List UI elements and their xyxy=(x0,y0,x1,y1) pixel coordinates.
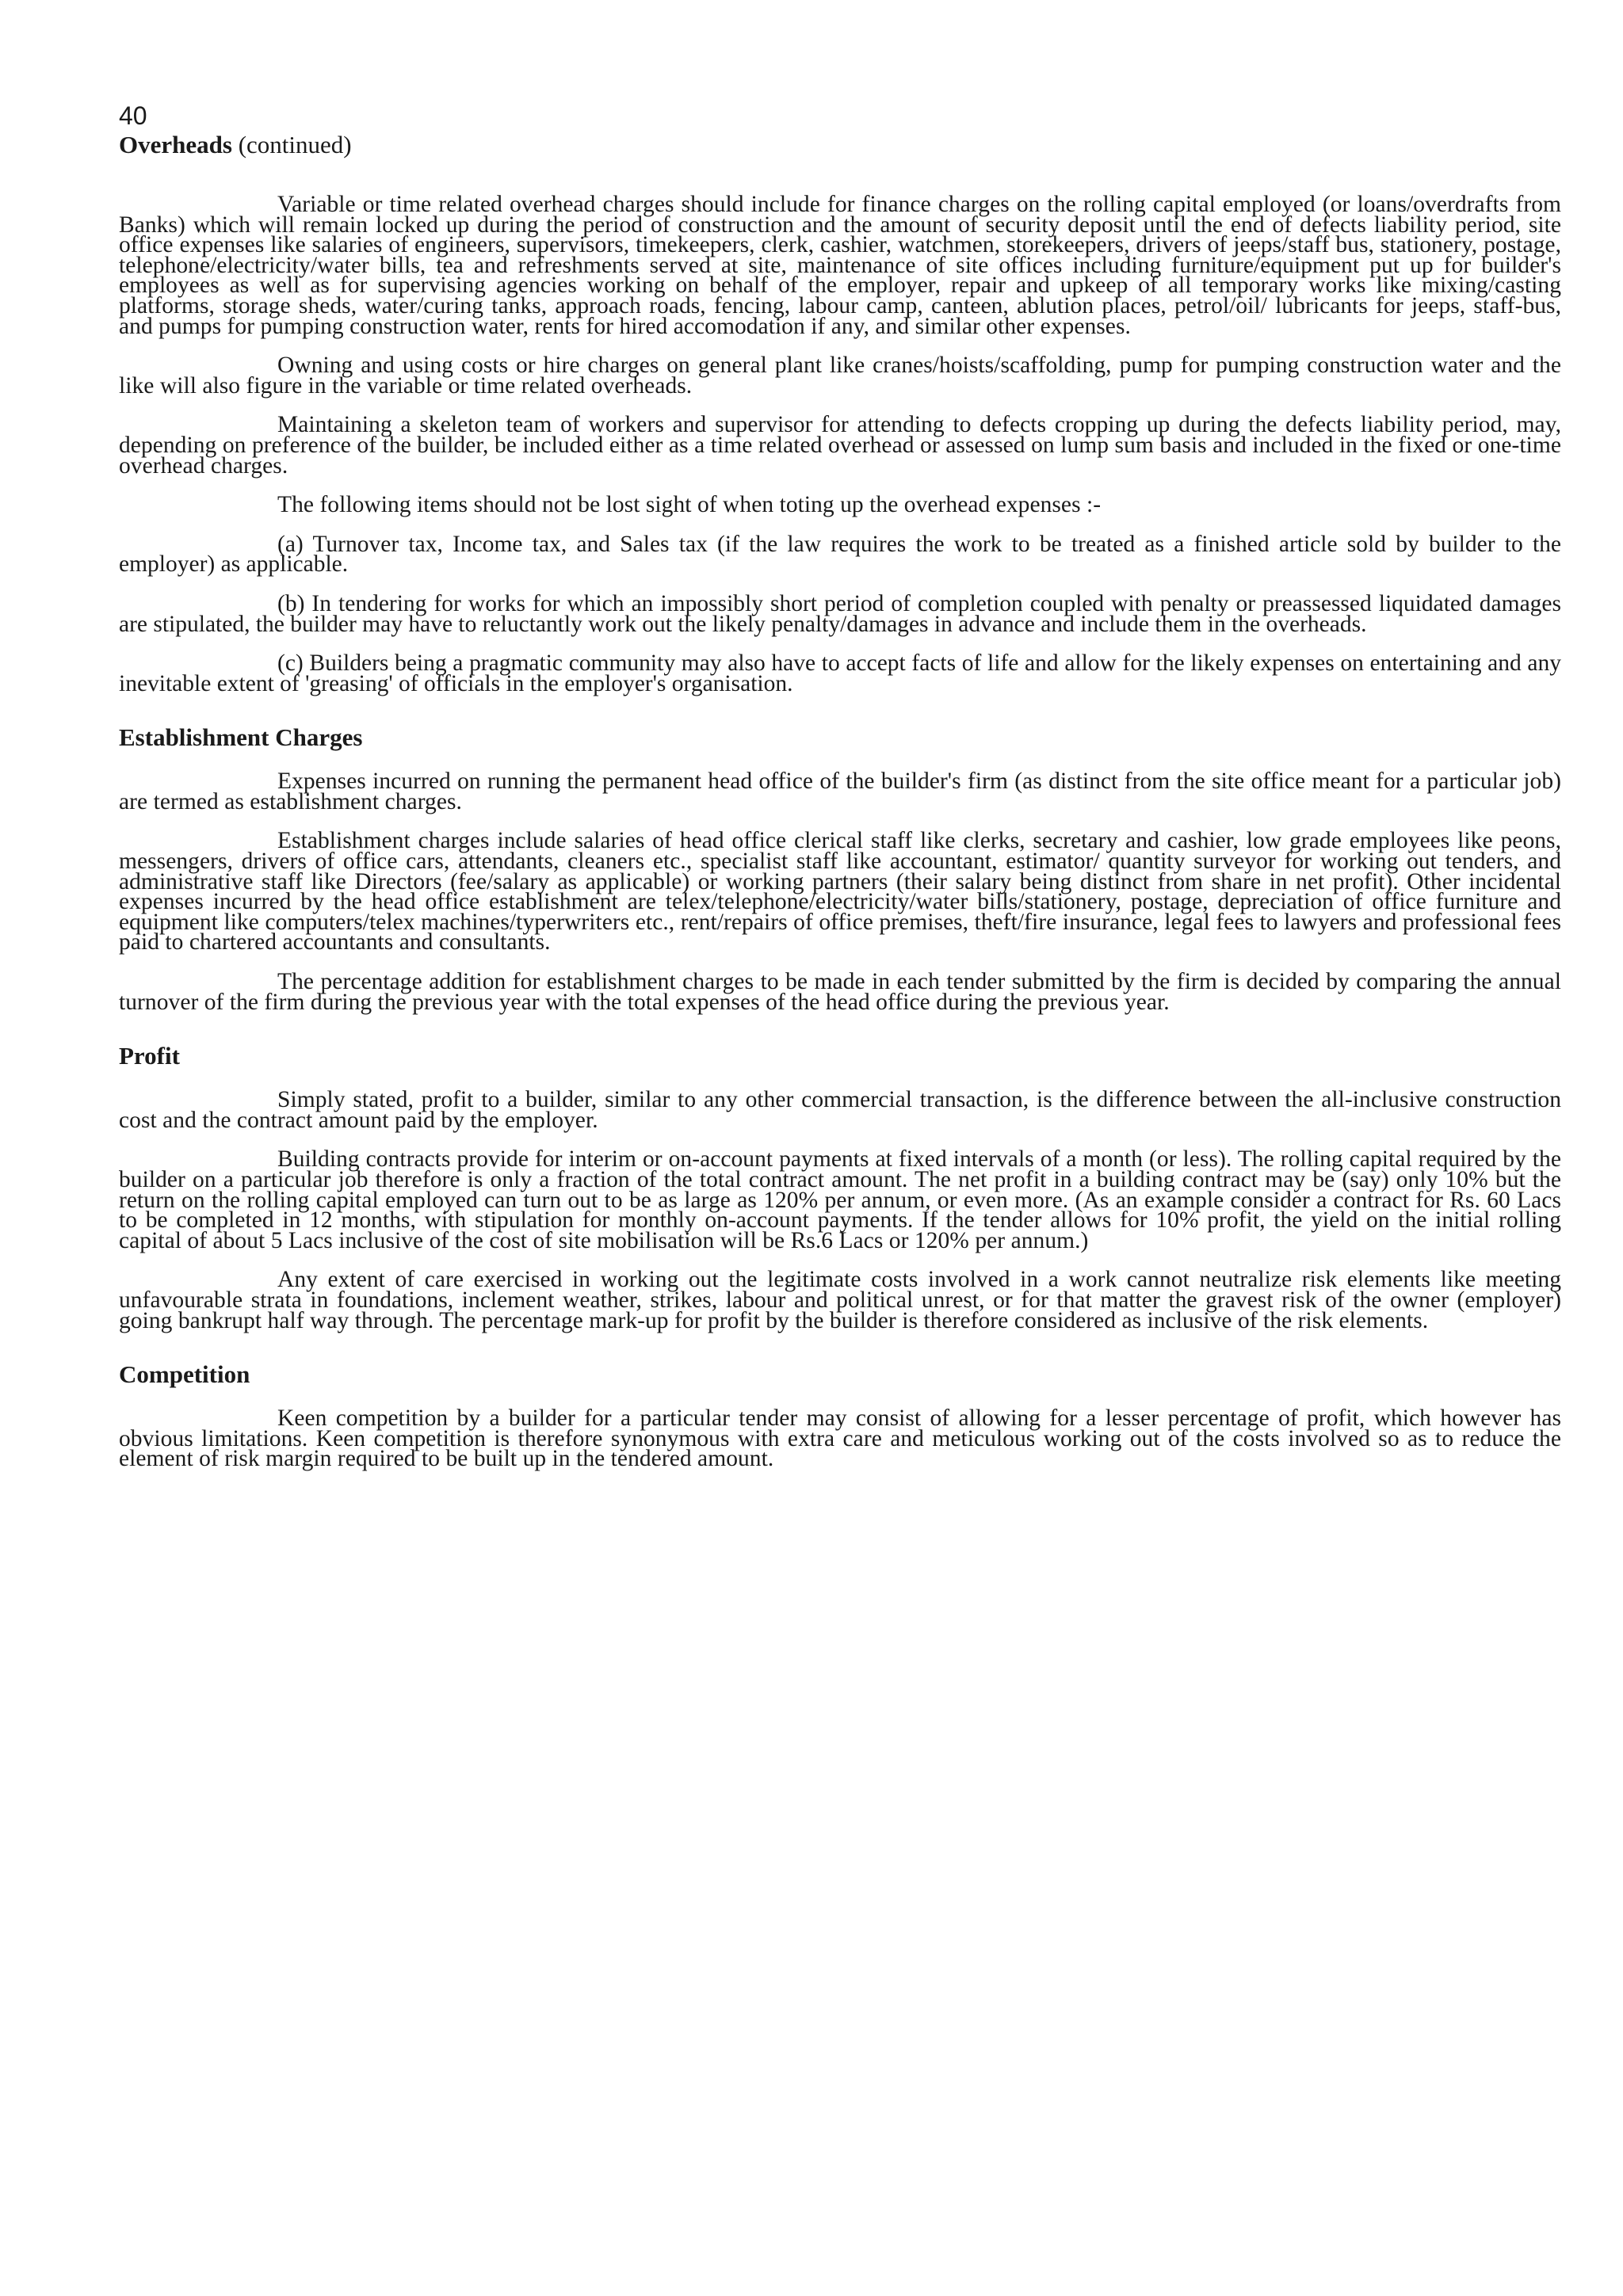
competition-heading: Competition xyxy=(119,1360,250,1389)
establishment-paragraph-1: Expenses incurred on running the permanent head office of the builder's firm (as distinct from the site office meant for a particular job) are termed as establishment charges. xyxy=(119,769,1561,814)
overheads-section xyxy=(119,192,1561,696)
profit-paragraph-1: Simply stated, profit to a builder, similar to any other commercial transaction, is the difference between the all-inclusive construction cost and the contract amount paid by the employer. xyxy=(119,1087,1561,1133)
profit-section xyxy=(119,1041,1561,1331)
document-page xyxy=(119,101,1561,1489)
establishment-heading: Establishment Charges xyxy=(119,723,363,752)
establishment-paragraph-3: The percentage addition for establishment charges to be made in each tender submitted by the firm is decided by comparing the annual turnover of the firm during the previous year with the total expenses of the head office during the previous year. xyxy=(119,969,1561,1015)
competition-section xyxy=(119,1360,1561,1470)
establishment-paragraph-2: Establishment charges include salaries of head office clerical staff like clerks, secretary and cashier, low grade employees like peons, messengers, drivers of office cars, attendants, cleaners etc., specialist staff like accountant, estimator/ quantity surveyor for working out tenders, and administrative staff like Directors (fee/salary as applicable) or working partners (their salary being distinct from share in net profit). Other incidental expenses incurred by the head office establishment are telex/telephone/electricity/water bills/stationery, postage, depreciation of office furniture and equipment like computers/telex machines/typerwriters etc., rent/repairs of office premises, theft/fire insurance, legal fees to lawyers and professional fees paid to chartered accountants and consultants. xyxy=(119,828,1561,955)
profit-paragraph-2: Building contracts provide for interim or on-account payments at fixed intervals of a month (or less). The rolling capital required by the builder on a particular job therefore is only a fraction of the total contract amount. The net profit in a building contract may be (say) only 10% but the return on the rolling capital employed can turn out to be as large as 120% per annum, or even more. (As an example consider a contract for Rs. 60 Lacs to be completed in 12 months, with stipulation for monthly on-account payments. If the tender allows for 10% profit, the yield on the initial rolling capital of about 5 Lacs inclusive of the cost of site mobilisation will be Rs.6 Lacs or 120% per annum.) xyxy=(119,1146,1561,1253)
page-heading-title: Overheads xyxy=(119,131,232,158)
page-number: 40 xyxy=(119,101,147,130)
overheads-item-b: (b) In tendering for works for which an impossibly short period of completion coupled with penalty or preassessed liquidated damages are stipulated, the builder may have to reluctantly work out the likely penalty/damages in advance and include them in the overheads. xyxy=(119,590,1561,637)
overheads-paragraph-4: The following items should not be lost sight of when toting up the overhead expenses :- xyxy=(277,492,1102,518)
page-heading xyxy=(119,130,1561,160)
overheads-paragraph-3: Maintaining a skeleton team of workers and supervisor for attending to defects cropping up during the defects liability period, may, depending on preference of the builder, be included either as a time related overhead or assessed on lump sum basis and included in the fixed or one-time overhead charges. xyxy=(119,412,1561,479)
profit-paragraph-3: Any extent of care exercised in working out the legitimate costs involved in a work cannot neutralize risk elements like meeting unfavourable strata in foundations, inclement weather, strikes, labour and political unrest, or for that matter the gravest risk of the owner (employer) going bankrupt half way through. The percentage mark-up for profit by the builder is therefore considered as inclusive of the risk elements. xyxy=(119,1267,1561,1333)
establishment-section xyxy=(119,723,1561,1013)
overheads-paragraph-1: Variable or time related overhead charges should include for finance charges on the rolling capital employed (or loans/overdrafts from Banks) which will remain locked up during the period of construction and the amount of security deposit until the end of defects liability period, site office expenses like salaries of engineers, supervisors, timekeepers, clerk, cashier, watchmen, storekeepers, drivers of jeeps/staff bus, stationery, postage, telephone/electricity/water bills, tea and refreshments served at site, maintenance of site offices including furniture/equipment put up for builder's employees as well as for supervising agencies working on behalf of the employer, repair and upkeep of all temporary works like mixing/casting platforms, storage sheds, water/curing tanks, approach roads, fencing, labour camp, canteen, ablution places, petrol/oil/ lubricants for jeeps, staff-bus, and pumps for pumping construction water, rents for hired accomodation if any, and similar other expenses. xyxy=(119,192,1561,339)
overheads-item-a: (a) Turnover tax, Income tax, and Sales tax (if the law requires the work to be treated as a finished article sold by builder to the employer) as applicable. xyxy=(119,531,1561,578)
overheads-paragraph-2: Owning and using costs or hire charges on general plant like cranes/hoists/scaffolding, pump for pumping construction water and the like will also figure in the variable or time related overheads. xyxy=(119,353,1561,399)
profit-heading: Profit xyxy=(119,1042,180,1070)
page-heading-continued: (continued) xyxy=(231,131,352,158)
competition-paragraph-1: Keen competition by a builder for a particular tender may consist of allowing for a lesser percentage of profit, which however has obvious limitations. Keen competition is therefore synonymous with extra care and meticulous working out of the costs involved so as to reduce the element of risk margin required to be built up in the tendered amount. xyxy=(119,1405,1561,1472)
overheads-item-c: (c) Builders being a pragmatic community may also have to accept facts of life and allow for the likely expenses on entertaining and any inevitable extent of 'greasing' of officials in the employer's organisation. xyxy=(119,650,1561,696)
